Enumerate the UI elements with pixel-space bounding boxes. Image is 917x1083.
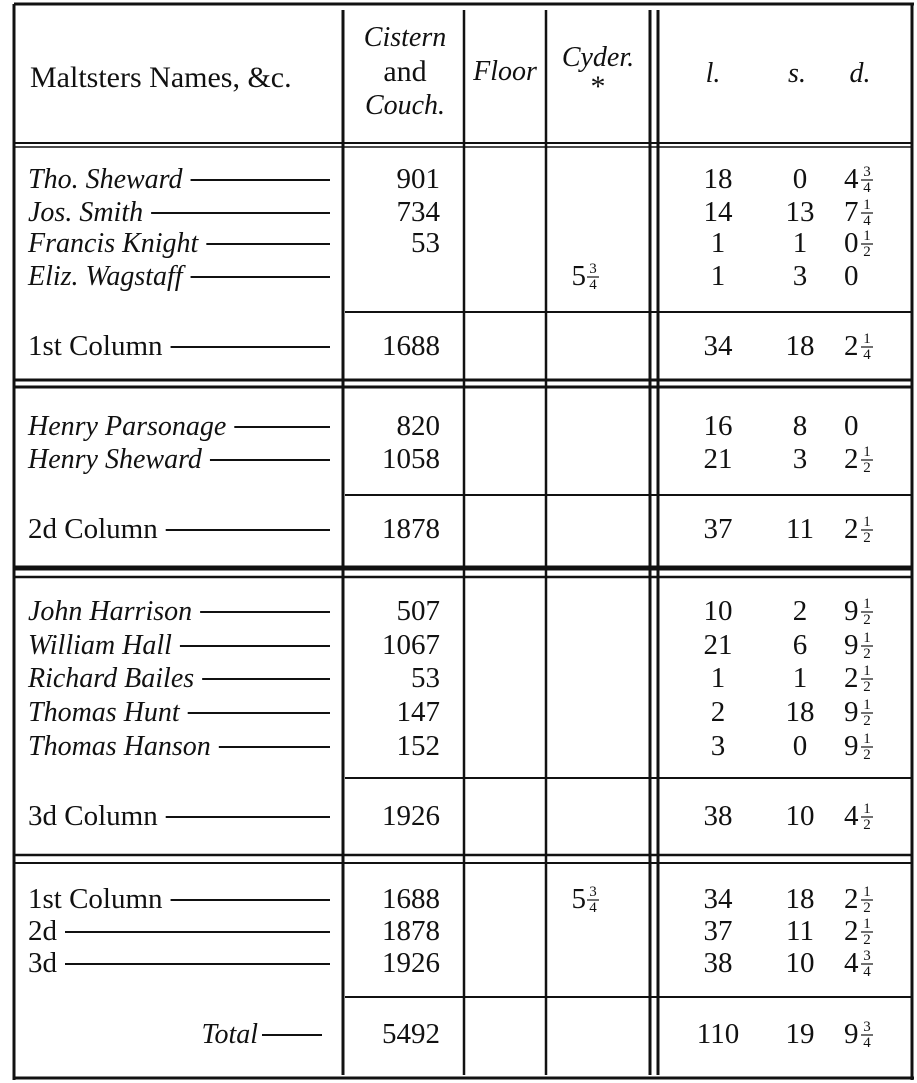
shillings-value: 10 [785, 947, 815, 979]
maltster-name: 1st Column [28, 883, 163, 915]
shillings-value: 1 [792, 227, 808, 259]
shillings-value: 13 [785, 196, 815, 228]
cistern-value: 734 [396, 196, 440, 228]
table-header [30, 22, 871, 121]
pence-fraction-numerator: 3 [863, 1019, 871, 1035]
shillings-value: 3 [792, 260, 808, 292]
pence-fraction-denominator: 2 [863, 244, 871, 260]
pounds-value: 34 [703, 883, 733, 915]
pounds-value: 21 [703, 629, 733, 661]
cyder-value: 5 [571, 883, 586, 915]
pence-fraction-denominator: 2 [863, 713, 871, 729]
pence-fraction-numerator: 1 [863, 596, 871, 612]
pounds-value: 38 [703, 800, 733, 832]
pounds-value: 37 [703, 915, 733, 947]
maltster-name: 1st Column [28, 330, 163, 362]
pence-fraction-denominator: 2 [863, 932, 871, 948]
pounds-value: 21 [703, 443, 733, 475]
pence-fraction-denominator: 4 [863, 347, 871, 363]
pence-fraction-denominator: 2 [863, 460, 871, 476]
pounds-value: 34 [703, 330, 733, 362]
header-cyder: Cyder. [561, 42, 635, 73]
maltster-name: Henry Parsonage [28, 411, 227, 442]
shillings-value: 10 [785, 800, 815, 832]
maltster-name: Jos. Smith [28, 197, 144, 228]
header-cistern-line3: Couch. [364, 90, 446, 121]
shillings-value: 18 [785, 330, 815, 362]
pence-fraction-denominator: 2 [863, 900, 871, 916]
pence-value: 9 [844, 696, 859, 728]
pence-fraction-denominator: 2 [863, 612, 871, 628]
cistern-value: 53 [411, 662, 440, 694]
pounds-value: 16 [703, 410, 733, 442]
pence-value: 7 [844, 196, 859, 228]
cyder-fraction-denominator: 4 [589, 900, 597, 916]
pence-value: 0 [844, 260, 859, 292]
maltster-name: Tho. Sheward [28, 164, 183, 195]
pence-fraction-numerator: 1 [863, 801, 871, 817]
header-cistern-line1: Cistern [363, 22, 447, 53]
shillings-value: 18 [785, 883, 815, 915]
cistern-value: 53 [411, 227, 440, 259]
shillings-value: 1 [792, 662, 808, 694]
maltster-name: Eliz. Wagstaff [28, 261, 183, 292]
pence-value: 0 [844, 410, 859, 442]
pence-fraction-denominator: 2 [863, 530, 871, 546]
shillings-value: 11 [786, 915, 814, 947]
pence-fraction-denominator: 4 [863, 180, 871, 196]
header-shillings: s. [788, 58, 806, 89]
maltster-name: John Harrison [28, 596, 193, 627]
pence-fraction-numerator: 1 [863, 697, 871, 713]
pence-fraction-denominator: 2 [863, 747, 871, 763]
pounds-value: 1 [710, 662, 726, 694]
shillings-value: 6 [792, 629, 808, 661]
shillings-value: 3 [792, 443, 808, 475]
cistern-value: 820 [396, 410, 440, 442]
header-pounds: l. [705, 58, 721, 89]
header-pence: d. [849, 58, 871, 89]
header-cistern-line2: and [383, 55, 427, 88]
pence-fraction-denominator: 2 [863, 646, 871, 662]
pounds-value: 3 [710, 730, 726, 762]
maltster-name: 2d [28, 915, 57, 947]
cistern-value: 5492 [382, 1018, 440, 1050]
cyder-fraction-numerator: 3 [589, 884, 597, 900]
shillings-value: 11 [786, 513, 814, 545]
pence-fraction-denominator: 2 [863, 817, 871, 833]
pounds-value: 1 [710, 260, 726, 292]
maltster-name: William Hall [28, 630, 172, 661]
pence-value: 2 [844, 443, 859, 475]
total-label: Total [201, 1019, 258, 1050]
pence-fraction-numerator: 1 [863, 514, 871, 530]
pounds-value: 18 [703, 163, 733, 195]
pounds-value: 14 [703, 196, 733, 228]
pence-fraction-numerator: 1 [863, 444, 871, 460]
pence-value: 4 [844, 947, 859, 979]
maltster-name: Thomas Hunt [28, 697, 180, 728]
header-cyder-mark: * [590, 70, 606, 103]
cistern-value: 1878 [382, 915, 440, 947]
header-maltsters-names: Maltsters Names, &c. [30, 61, 292, 94]
pence-fraction-numerator: 1 [863, 331, 871, 347]
cyder-value: 5 [571, 260, 586, 292]
cistern-value: 1926 [382, 800, 440, 832]
pence-fraction-numerator: 1 [863, 663, 871, 679]
pence-fraction-numerator: 1 [863, 884, 871, 900]
pence-fraction-denominator: 4 [863, 1035, 871, 1051]
cistern-value: 1067 [382, 629, 440, 661]
pence-fraction-denominator: 2 [863, 679, 871, 695]
maltster-name: Thomas Hanson [28, 731, 211, 762]
cyder-fraction-denominator: 4 [589, 277, 597, 293]
header-floor: Floor [473, 56, 537, 87]
pounds-value: 37 [703, 513, 733, 545]
cistern-value: 1688 [382, 883, 440, 915]
cistern-value: 507 [396, 595, 440, 627]
pence-value: 4 [844, 800, 859, 832]
pence-fraction-numerator: 1 [863, 197, 871, 213]
pence-fraction-denominator: 4 [863, 213, 871, 229]
pence-fraction-numerator: 1 [863, 916, 871, 932]
pence-fraction-numerator: 3 [863, 164, 871, 180]
pence-fraction-numerator: 1 [863, 731, 871, 747]
pounds-value: 1 [710, 227, 726, 259]
shillings-value: 0 [792, 163, 808, 195]
pence-value: 2 [844, 915, 859, 947]
ledger-body [27, 163, 873, 1051]
pence-value: 2 [844, 330, 859, 362]
pence-value: 2 [844, 883, 859, 915]
maltster-name: 3d [28, 947, 57, 979]
cistern-value: 1058 [382, 443, 440, 475]
pence-value: 9 [844, 629, 859, 661]
pounds-value: 110 [696, 1018, 740, 1050]
pence-fraction-denominator: 4 [863, 964, 871, 980]
pounds-value: 10 [703, 595, 733, 627]
pence-fraction-numerator: 1 [863, 228, 871, 244]
shillings-value: 18 [785, 696, 815, 728]
pence-value: 2 [844, 513, 859, 545]
cistern-value: 1878 [382, 513, 440, 545]
pounds-value: 2 [710, 696, 726, 728]
maltster-name: Francis Knight [28, 228, 199, 259]
maltster-name: 3d Column [28, 800, 158, 832]
cistern-value: 901 [396, 163, 440, 195]
maltster-name: 2d Column [28, 513, 158, 545]
pence-value: 9 [844, 730, 859, 762]
shillings-value: 8 [792, 410, 808, 442]
pence-value: 2 [844, 662, 859, 694]
pence-value: 4 [844, 163, 859, 195]
cistern-value: 1926 [382, 947, 440, 979]
cistern-value: 152 [396, 730, 440, 762]
pence-fraction-numerator: 3 [863, 948, 871, 964]
pence-value: 9 [844, 1018, 859, 1050]
pence-value: 9 [844, 595, 859, 627]
shillings-value: 19 [785, 1018, 815, 1050]
shillings-value: 2 [792, 595, 808, 627]
cistern-value: 147 [396, 696, 440, 728]
shillings-value: 0 [792, 730, 808, 762]
cyder-fraction-numerator: 3 [589, 261, 597, 277]
pence-value: 0 [844, 227, 859, 259]
maltster-name: Henry Sheward [28, 444, 202, 475]
maltster-name: Richard Bailes [28, 663, 195, 694]
cistern-value: 1688 [382, 330, 440, 362]
pence-fraction-numerator: 1 [863, 630, 871, 646]
pounds-value: 38 [703, 947, 733, 979]
